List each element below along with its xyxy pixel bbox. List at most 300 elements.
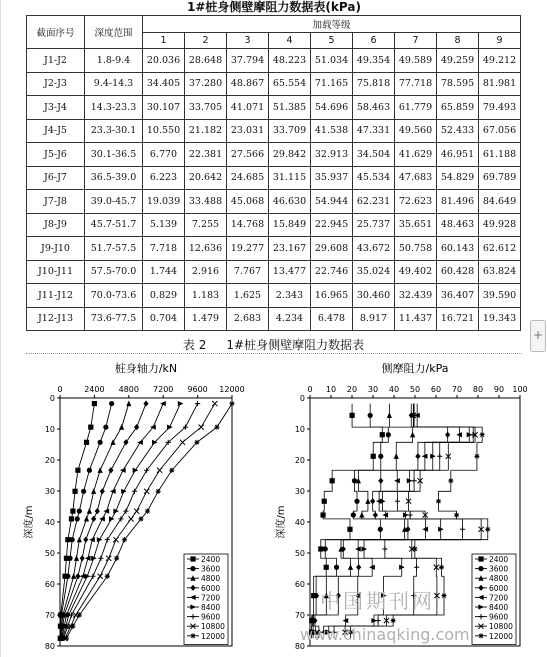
table-row bbox=[27, 143, 521, 167]
data-point bbox=[77, 537, 82, 543]
cell-value: 47.331 bbox=[353, 119, 395, 143]
cell-value: 49.212 bbox=[479, 49, 521, 73]
legend-label: 6000 bbox=[201, 583, 221, 593]
legend-label: 2400 bbox=[201, 555, 221, 564]
page-left-border bbox=[0, 0, 1, 657]
cell-value: 32.439 bbox=[395, 284, 437, 308]
cell-section: J8-J9 bbox=[27, 213, 85, 237]
table-row bbox=[27, 72, 521, 96]
y-tick-label: 70 bbox=[294, 611, 305, 620]
data-point bbox=[441, 593, 446, 598]
cell-value: 36.407 bbox=[437, 284, 479, 308]
cell-value: 34.504 bbox=[353, 143, 395, 167]
cell-depth: 70.0-73.6 bbox=[85, 284, 143, 308]
cell-value: 35.937 bbox=[311, 166, 353, 190]
data-point bbox=[376, 618, 381, 623]
data-point bbox=[144, 489, 149, 494]
cell-depth: 45.7-51.7 bbox=[85, 213, 143, 237]
x-tick-label: 90 bbox=[493, 385, 505, 394]
caption-text: 1#桩身侧壁摩阻力数据表 bbox=[226, 338, 365, 352]
cell-value: 65.554 bbox=[269, 72, 311, 96]
data-point bbox=[81, 489, 86, 494]
cell-section: J3-J4 bbox=[27, 96, 85, 120]
data-point bbox=[180, 440, 185, 445]
cell-value: 16.721 bbox=[437, 307, 479, 331]
data-point bbox=[109, 516, 115, 521]
cell-value: 24.685 bbox=[227, 166, 269, 190]
data-point bbox=[83, 537, 88, 543]
y-tick-label: 60 bbox=[294, 580, 305, 589]
y-tick-label: 20 bbox=[44, 456, 55, 465]
cell-depth: 14.3-23.3 bbox=[85, 96, 143, 120]
data-point bbox=[113, 537, 118, 542]
cell-value: 39.590 bbox=[479, 284, 521, 308]
legend-label: 8400 bbox=[489, 603, 509, 612]
data-point bbox=[314, 593, 319, 598]
add-button[interactable]: + bbox=[530, 320, 546, 352]
y-tick-label: 80 bbox=[294, 642, 305, 651]
cell-value: 84.649 bbox=[479, 190, 521, 214]
data-point bbox=[138, 516, 143, 521]
cell-value: 33.705 bbox=[185, 96, 227, 120]
data-point bbox=[150, 425, 156, 430]
data-point bbox=[77, 612, 82, 617]
data-point bbox=[98, 556, 103, 561]
x-tick-label: 12000 bbox=[219, 385, 245, 394]
y-tick-label: 40 bbox=[294, 518, 305, 527]
legend-label: 12000 bbox=[489, 631, 513, 641]
cell-value: 46.951 bbox=[437, 143, 479, 167]
x-tick-label: 2400 bbox=[84, 385, 105, 394]
data-point bbox=[103, 509, 109, 514]
data-point bbox=[394, 453, 399, 459]
cell-value: 48.867 bbox=[227, 72, 269, 96]
caption-label: 表 2 bbox=[182, 338, 207, 352]
cell-value: 61.188 bbox=[479, 143, 521, 167]
legend-label: 4800 bbox=[489, 574, 509, 584]
data-point bbox=[67, 556, 72, 561]
cell-value: 75.818 bbox=[353, 72, 395, 96]
data-point bbox=[373, 512, 378, 518]
cell-value: 45.068 bbox=[227, 190, 269, 214]
data-point bbox=[87, 508, 92, 514]
header-level: 7 bbox=[395, 33, 437, 49]
data-point bbox=[105, 574, 110, 579]
series-7200 bbox=[59, 401, 166, 641]
table-title: 1#桩身侧壁摩阻力数据表(kPa) bbox=[187, 0, 361, 14]
cell-value: 23.031 bbox=[227, 119, 269, 143]
data-point bbox=[414, 565, 419, 570]
x-tick-label: 7200 bbox=[153, 385, 174, 394]
table-row bbox=[27, 213, 521, 237]
data-point bbox=[71, 573, 76, 579]
x-tick-label: 40 bbox=[388, 385, 400, 394]
data-point bbox=[137, 440, 143, 445]
data-point bbox=[75, 573, 80, 579]
data-point bbox=[126, 400, 131, 406]
data-point bbox=[108, 467, 113, 473]
cell-value: 1.183 bbox=[185, 284, 227, 308]
cell-value: 65.859 bbox=[437, 96, 479, 120]
y-tick-label: 30 bbox=[294, 487, 305, 496]
data-point bbox=[454, 512, 459, 517]
cell-value: 71.165 bbox=[311, 72, 353, 96]
data-point bbox=[378, 454, 383, 459]
data-point bbox=[348, 564, 353, 570]
cell-value: 11.437 bbox=[395, 307, 437, 331]
y-tick-label: 0 bbox=[49, 394, 55, 403]
data-point bbox=[105, 537, 110, 542]
cell-value: 51.385 bbox=[269, 96, 311, 120]
cell-section: J5-J6 bbox=[27, 143, 85, 167]
cell-value: 69.789 bbox=[479, 166, 521, 190]
data-point bbox=[143, 400, 148, 406]
cell-value: 6.478 bbox=[311, 307, 353, 331]
data-point bbox=[359, 512, 364, 518]
data-point bbox=[480, 432, 485, 437]
legend-label: 3600 bbox=[201, 564, 221, 574]
cell-value: 29.608 bbox=[311, 237, 353, 261]
cell-value: 22.945 bbox=[311, 213, 353, 237]
table-row bbox=[27, 307, 521, 331]
data-point bbox=[178, 401, 184, 406]
cell-value: 43.672 bbox=[353, 237, 395, 261]
data-point bbox=[75, 468, 80, 473]
legend-label: 7200 bbox=[489, 593, 509, 603]
cell-section: J11-J12 bbox=[27, 284, 85, 308]
cell-value: 23.167 bbox=[269, 237, 311, 261]
cell-value: 72.623 bbox=[395, 190, 437, 214]
data-point bbox=[84, 516, 89, 522]
cell-depth: 1.8-9.4 bbox=[85, 49, 143, 73]
data-point bbox=[195, 401, 200, 406]
data-point bbox=[64, 636, 69, 641]
data-point bbox=[160, 401, 166, 406]
cell-value: 48.463 bbox=[437, 213, 479, 237]
cell-value: 49.259 bbox=[437, 49, 479, 73]
cell-value: 19.343 bbox=[479, 307, 521, 331]
cell-value: 47.683 bbox=[395, 166, 437, 190]
data-point bbox=[90, 574, 95, 579]
cell-value: 32.913 bbox=[311, 143, 353, 167]
data-point bbox=[109, 401, 114, 406]
table-row bbox=[27, 284, 521, 308]
cell-value: 31.115 bbox=[269, 166, 311, 190]
cell-value: 22.746 bbox=[311, 260, 353, 284]
data-point bbox=[98, 467, 103, 473]
data-point bbox=[365, 498, 370, 504]
cell-value: 7.255 bbox=[185, 213, 227, 237]
cell-value: 49.928 bbox=[479, 213, 521, 237]
data-point bbox=[100, 488, 105, 494]
data-point bbox=[156, 489, 161, 494]
data-point bbox=[70, 537, 75, 542]
data-point bbox=[330, 478, 335, 483]
data-point bbox=[70, 624, 75, 629]
legend-marker bbox=[478, 633, 483, 638]
cell-value: 81.981 bbox=[479, 72, 521, 96]
table-row bbox=[27, 190, 521, 214]
data-point bbox=[110, 439, 115, 445]
cell-value: 37.794 bbox=[227, 49, 269, 73]
legend-label: 10800 bbox=[201, 622, 225, 632]
cell-section: J2-J3 bbox=[27, 72, 85, 96]
cell-value: 35.651 bbox=[395, 213, 437, 237]
x-tick-label: 100 bbox=[512, 385, 528, 394]
cell-value: 49.402 bbox=[395, 260, 437, 284]
data-point bbox=[65, 574, 70, 579]
y-tick-label: 0 bbox=[299, 394, 305, 403]
legend-label: 2400 bbox=[489, 555, 509, 564]
data-point bbox=[145, 509, 150, 514]
cell-value: 62.231 bbox=[353, 190, 395, 214]
cell-value: 49.589 bbox=[395, 49, 437, 73]
y-tick-label: 50 bbox=[294, 549, 305, 558]
data-point bbox=[368, 413, 373, 418]
cell-value: 29.842 bbox=[269, 143, 311, 167]
table-row bbox=[27, 166, 521, 190]
cell-value: 22.381 bbox=[185, 143, 227, 167]
data-point bbox=[119, 424, 124, 430]
data-point bbox=[77, 509, 82, 514]
data-point bbox=[121, 489, 127, 494]
data-point bbox=[322, 499, 327, 504]
header-level: 4 bbox=[269, 33, 311, 49]
cell-value: 63.824 bbox=[479, 260, 521, 284]
y-axis-label: 深度/m bbox=[24, 505, 35, 539]
data-point bbox=[410, 432, 415, 438]
data-point bbox=[445, 432, 450, 438]
table-caption bbox=[0, 336, 547, 353]
cell-value: 58.463 bbox=[353, 96, 395, 120]
cell-value: 27.566 bbox=[227, 143, 269, 167]
data-point bbox=[134, 509, 139, 514]
cell-value: 54.944 bbox=[311, 190, 353, 214]
table-row bbox=[27, 49, 521, 73]
data-point bbox=[378, 478, 383, 484]
cell-value: 4.234 bbox=[269, 307, 311, 331]
header-section: 截面序号 bbox=[27, 16, 85, 49]
table-row bbox=[27, 119, 521, 143]
cell-section: J4-J5 bbox=[27, 119, 85, 143]
legend-marker bbox=[478, 566, 483, 571]
cell-value: 61.779 bbox=[395, 96, 437, 120]
x-tick-label: 70 bbox=[451, 385, 463, 394]
cell-value: 6.223 bbox=[143, 166, 185, 190]
header-level: 9 bbox=[479, 33, 521, 49]
data-point bbox=[347, 527, 352, 532]
cell-section: J10-J11 bbox=[27, 260, 85, 284]
cell-depth: 23.3-30.1 bbox=[85, 119, 143, 143]
cell-value: 13.477 bbox=[269, 260, 311, 284]
cell-value: 2.343 bbox=[269, 284, 311, 308]
x-tick-label: 4800 bbox=[118, 385, 139, 394]
cell-value: 12.636 bbox=[185, 237, 227, 261]
x-tick-label: 20 bbox=[346, 385, 358, 394]
data-point bbox=[97, 537, 103, 542]
data-point bbox=[395, 499, 400, 504]
cell-value: 0.704 bbox=[143, 307, 185, 331]
cell-value: 60.143 bbox=[437, 237, 479, 261]
data-point bbox=[439, 565, 444, 570]
y-tick-label: 10 bbox=[294, 425, 305, 434]
data-point bbox=[114, 556, 119, 561]
cell-value: 33.709 bbox=[269, 119, 311, 143]
legend-label: 3600 bbox=[489, 564, 509, 574]
cell-depth: 30.1-36.5 bbox=[85, 143, 143, 167]
cell-depth: 9.4-14.3 bbox=[85, 72, 143, 96]
data-point bbox=[106, 556, 111, 561]
header-level: 1 bbox=[143, 33, 185, 49]
y-tick-label: 70 bbox=[44, 611, 55, 620]
data-point bbox=[380, 432, 385, 437]
y-tick-label: 60 bbox=[44, 580, 55, 589]
data-point bbox=[128, 516, 133, 521]
legend-label: 10800 bbox=[489, 622, 513, 632]
data-point bbox=[415, 453, 420, 459]
series-line bbox=[63, 404, 181, 639]
cell-section: J6-J7 bbox=[27, 166, 85, 190]
chart-title: 桩身轴力/kN bbox=[114, 362, 178, 375]
data-point bbox=[74, 555, 79, 561]
watermark-text: 中国期刊网 bbox=[320, 589, 435, 613]
watermark-url: www.chinaqking.com bbox=[300, 625, 470, 644]
header-level: 8 bbox=[437, 33, 479, 49]
cell-value: 48.223 bbox=[269, 49, 311, 73]
cell-value: 41.071 bbox=[227, 96, 269, 120]
cell-value: 1.744 bbox=[143, 260, 185, 284]
data-point bbox=[98, 440, 103, 445]
table-row bbox=[27, 237, 521, 261]
cell-value: 79.493 bbox=[479, 96, 521, 120]
data-point bbox=[448, 478, 453, 483]
x-tick-label: 50 bbox=[409, 385, 421, 394]
cell-value: 52.433 bbox=[437, 119, 479, 143]
data-point bbox=[72, 489, 77, 494]
data-point bbox=[118, 516, 123, 521]
data-point bbox=[91, 488, 96, 494]
cell-value: 46.630 bbox=[269, 190, 311, 214]
cell-value: 37.280 bbox=[185, 72, 227, 96]
data-point bbox=[80, 555, 85, 561]
legend-label: 6000 bbox=[489, 583, 509, 593]
data-point bbox=[320, 512, 325, 517]
x-tick-label: 0 bbox=[307, 385, 313, 394]
data-point bbox=[99, 516, 105, 521]
header-level: 6 bbox=[353, 33, 395, 49]
legend-label: 12000 bbox=[201, 631, 225, 641]
axial-force-chart bbox=[20, 360, 252, 652]
data-point bbox=[199, 425, 204, 430]
data-point bbox=[474, 454, 479, 459]
friction-data-table bbox=[26, 15, 521, 331]
cell-value: 30.460 bbox=[353, 284, 395, 308]
data-point bbox=[98, 574, 103, 579]
data-point bbox=[387, 412, 392, 418]
data-point bbox=[92, 401, 97, 406]
legend-label: 8400 bbox=[201, 603, 221, 612]
cell-value: 30.107 bbox=[143, 96, 185, 120]
cell-value: 10.550 bbox=[143, 119, 185, 143]
data-point bbox=[120, 468, 126, 473]
legend-marker bbox=[478, 556, 483, 561]
data-point bbox=[436, 499, 441, 504]
x-tick-label: 0 bbox=[57, 385, 63, 394]
cell-value: 19.039 bbox=[143, 190, 185, 214]
cell-value: 6.770 bbox=[143, 143, 185, 167]
cell-value: 77.718 bbox=[395, 72, 437, 96]
y-tick-label: 30 bbox=[44, 487, 55, 496]
y-tick-label: 40 bbox=[44, 518, 55, 527]
y-tick-label: 10 bbox=[44, 425, 55, 434]
legend-label: 9600 bbox=[489, 612, 509, 622]
legend-label: 7200 bbox=[201, 593, 221, 603]
data-point bbox=[324, 565, 329, 570]
data-point bbox=[133, 468, 139, 473]
cell-value: 25.737 bbox=[353, 213, 395, 237]
data-point bbox=[84, 440, 89, 445]
data-point bbox=[371, 454, 376, 459]
cell-depth: 73.6-77.5 bbox=[85, 307, 143, 331]
y-tick-label: 20 bbox=[294, 456, 305, 465]
data-point bbox=[411, 413, 416, 418]
data-point bbox=[167, 425, 173, 430]
data-point bbox=[386, 432, 391, 437]
data-point bbox=[437, 454, 442, 459]
data-point bbox=[351, 512, 356, 517]
data-point bbox=[229, 401, 234, 406]
legend-marker bbox=[190, 633, 195, 638]
table-row bbox=[27, 96, 521, 120]
data-point bbox=[69, 516, 74, 521]
y-tick-label: 80 bbox=[44, 642, 55, 651]
data-point bbox=[408, 512, 413, 517]
data-point bbox=[103, 425, 108, 430]
cell-value: 7.718 bbox=[143, 237, 185, 261]
data-point bbox=[356, 564, 361, 570]
cell-value: 33.488 bbox=[185, 190, 227, 214]
cell-value: 21.182 bbox=[185, 119, 227, 143]
cell-value: 62.612 bbox=[479, 237, 521, 261]
cell-value: 2.916 bbox=[185, 260, 227, 284]
cell-value: 0.829 bbox=[143, 284, 185, 308]
data-point bbox=[75, 516, 80, 521]
data-point bbox=[370, 498, 375, 504]
cell-value: 16.965 bbox=[311, 284, 353, 308]
data-point bbox=[169, 468, 174, 473]
data-point bbox=[95, 508, 100, 514]
cell-value: 5.139 bbox=[143, 213, 185, 237]
cell-section: J12-J13 bbox=[27, 307, 85, 331]
data-point bbox=[412, 546, 417, 551]
data-point bbox=[91, 516, 96, 522]
data-point bbox=[349, 413, 354, 418]
cell-value: 49.560 bbox=[395, 119, 437, 143]
cell-value: 67.056 bbox=[479, 119, 521, 143]
data-point bbox=[354, 499, 359, 504]
cell-value: 20.642 bbox=[185, 166, 227, 190]
data-point bbox=[157, 468, 162, 473]
cell-value: 1.625 bbox=[227, 284, 269, 308]
header-depth: 深度范围 bbox=[85, 16, 143, 49]
header-level: 2 bbox=[185, 33, 227, 49]
header-level: 3 bbox=[227, 33, 269, 49]
legend-marker bbox=[190, 556, 195, 561]
x-tick-label: 80 bbox=[472, 385, 484, 394]
data-point bbox=[378, 527, 383, 532]
cell-value: 8.917 bbox=[353, 307, 395, 331]
data-point bbox=[460, 527, 465, 532]
